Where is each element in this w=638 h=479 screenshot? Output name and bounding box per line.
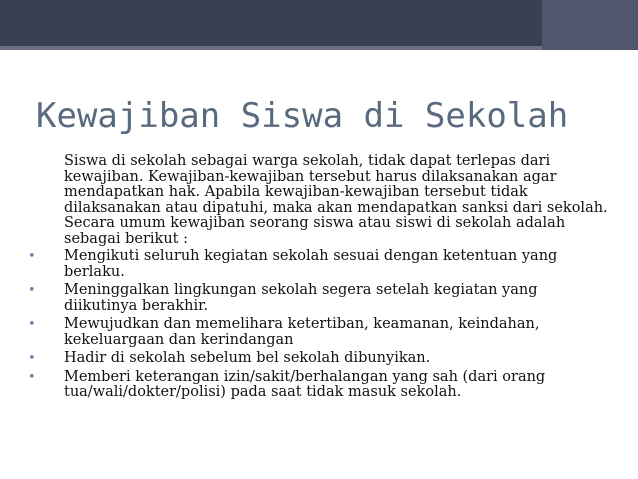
list-item-text: Memberi keterangan izin/sakit/berhalangan yang sah (dari orang tua/wali/dokter/polisi) pada saat tidak masuk sekolah. (64, 368, 546, 400)
list-item (22, 283, 614, 314)
list-item (22, 370, 614, 401)
list-item-text: Meninggalkan lingkungan sekolah segera setelah kegiatan yang diikutinya berakhir. (64, 282, 538, 314)
bullet-icon: • (28, 249, 36, 264)
bullet-icon: • (28, 317, 36, 332)
list-item (22, 351, 614, 367)
list-item-text: Mengikuti seluruh kegiatan sekolah sesuai dengan ketentuan yang berlaku. (64, 248, 558, 280)
slide-body (22, 154, 614, 404)
bullet-icon: • (28, 351, 36, 366)
header-corner-block (542, 0, 638, 50)
list-item (22, 317, 614, 348)
bullet-icon: • (28, 283, 36, 298)
list-item (22, 249, 614, 280)
bullet-list (22, 249, 614, 401)
list-item-text: Mewujudkan dan memelihara ketertiban, keamanan, keindahan, kekeluargaan dan kerindangan (64, 316, 540, 348)
bullet-icon: • (28, 369, 36, 385)
intro-paragraph: Siswa di sekolah sebagai warga sekolah, tidak dapat terlepas dari kewajiban. Kewajiban-kewajiban tersebut harus dilaksanakan agar mendapatkan hak. Apabila kewajiban-kewajiban tersebut tidak dilaksanakan atau dipatuhi, maka akan mendapatkan sanksi dari sekolah. Secara umum kewajiban seorang siswa atau siswi di sekolah adalah sebagai berikut : (64, 153, 608, 247)
slide-title: Kewajiban Siswa di Sekolah (36, 96, 569, 136)
list-item-text: Hadir di sekolah sebelum bel sekolah dibunyikan. (64, 350, 431, 366)
